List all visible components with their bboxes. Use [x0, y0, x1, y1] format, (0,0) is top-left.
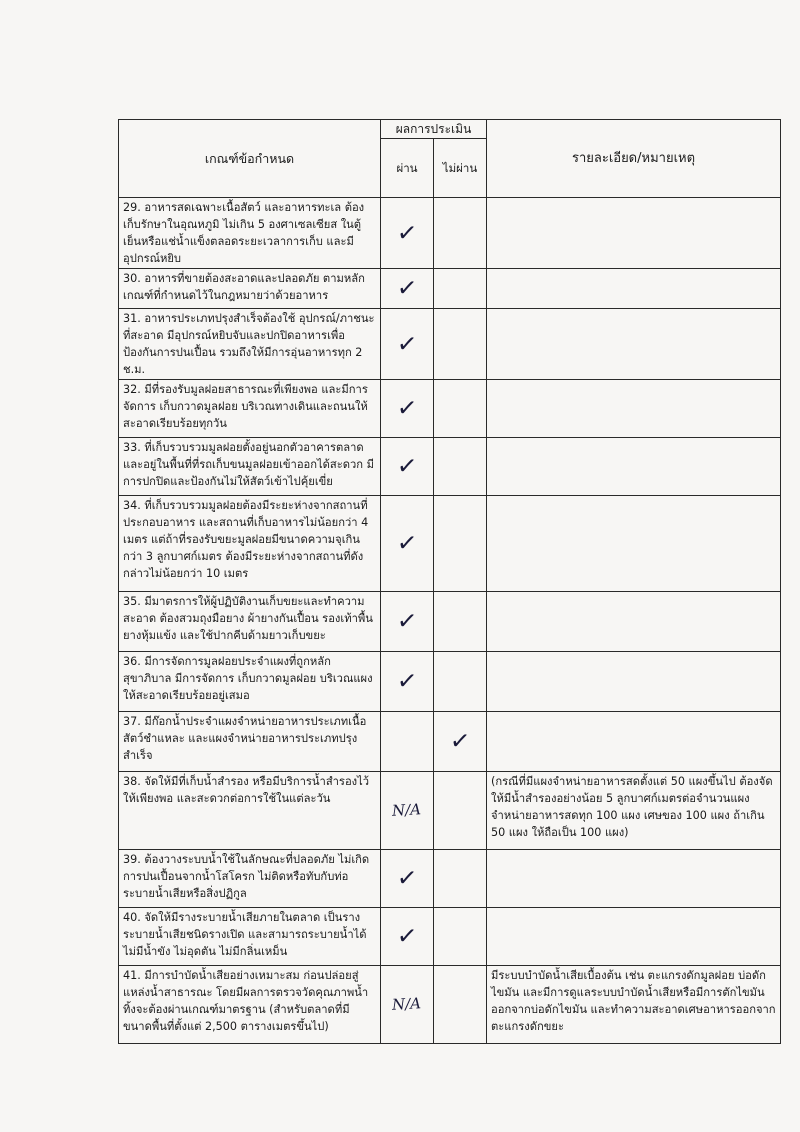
fail-cell: [434, 496, 487, 592]
details-cell: [487, 309, 781, 380]
table-row: [119, 592, 781, 652]
pass-cell: [381, 496, 434, 592]
pass-checkmark: ✓: [395, 606, 419, 636]
criteria-cell: 40. จัดให้มีรางระบายน้ำเสียภายในตลาด เป็นรางระบายน้ำเสียชนิดรางเปิด และสามารถระบายน้ำได้ไม่มีน้ำขัง ไม่อุดตัน ไม่มีกลิ่นเหม็น: [119, 908, 381, 966]
criteria-cell: 31. อาหารประเภทปรุงสำเร็จต้องใช้ อุปกรณ์/ภาชนะที่สะอาด มีอุปกรณ์หยิบจับและปกปิดอาหารเพื่อป้องกันการปนเปื้อน รวมถึงให้มีการอุ่นอาหารทุก 2 ช.ม.: [119, 309, 381, 380]
fail-cell: [434, 652, 487, 712]
pass-cell: [381, 908, 434, 966]
details-cell: [487, 850, 781, 908]
pass-cell: [381, 712, 434, 772]
header-fail: ไม่ผ่าน: [434, 139, 487, 198]
pass-cell: [381, 592, 434, 652]
pass-cell: [381, 850, 434, 908]
table-row: [119, 380, 781, 438]
criteria-cell: 35. มีมาตรการให้ผู้ปฏิบัติงานเก็บขยะและทำความสะอาด ต้องสวมถุงมือยาง ผ้ายางกันเปื้อน รองเท้าพื้นยางหุ้มแข้ง และใช้ปากคีบด้ามยาวเก็บขยะ: [119, 592, 381, 652]
pass-checkmark: ✓: [395, 451, 419, 481]
criteria-cell: 41. มีการบำบัดน้ำเสียอย่างเหมาะสม ก่อนปล่อยสู่แหล่งน้ำสาธารณะ โดยมีผลการตรวจวัดคุณภาพน้ำทิ้งจะต้องผ่านเกณฑ์มาตรฐาน (สำหรับตลาดที่มีขนาดพื้นที่ตั้งแต่ 2,500 ตารางเมตรขึ้นไป): [119, 966, 381, 1044]
pass-cell: [381, 652, 434, 712]
pass-checkmark: ✓: [395, 393, 419, 423]
pass-cell: [381, 772, 434, 850]
criteria-cell: 34. ที่เก็บรวบรวมมูลฝอยต้องมีระยะห่างจากสถานที่ประกอบอาหาร และสถานที่เก็บอาหารไม่น้อยกว่า 4 เมตร แต่ถ้าที่รองรับขยะมูลฝอยมีขนาดความจุเกินกว่า 3 ลูกบาศก์เมตร ต้องมีระยะห่างจากสถานที่ดังกล่าวไม่น้อยกว่า 10 เมตร: [119, 496, 381, 592]
criteria-cell: 36. มีการจัดการมูลฝอยประจำแผงที่ถูกหลักสุขาภิบาล มีการจัดการ เก็บกวาดมูลฝอย บริเวณแผง ให้สะอาดเรียบร้อยอยู่เสมอ: [119, 652, 381, 712]
pass-checkmark: ✓: [395, 666, 419, 696]
fail-checkmark: ✓: [448, 726, 472, 756]
pass-cell: [381, 438, 434, 496]
fail-cell: [434, 438, 487, 496]
details-cell: (กรณีที่มีแผงจำหน่ายอาหารสดตั้งแต่ 50 แผงขึ้นไป ต้องจัดให้มีน้ำสำรองอย่างน้อย 5 ลูกบาศก์เมตรต่อจำนวนแผงจำหน่ายอาหารสดทุก 100 แผง เศษของ 100 แผง ถ้าเกิน 50 แผง ให้ถือเป็น 100 แผง): [487, 772, 781, 850]
table-row: [119, 269, 781, 309]
fail-cell: [434, 198, 487, 269]
details-cell: [487, 652, 781, 712]
pass-checkmark: ✓: [395, 217, 419, 248]
table-row: [119, 772, 781, 850]
criteria-cell: 30. อาหารที่ขายต้องสะอาดและปลอดภัย ตามหลักเกณฑ์ที่กำหนดไว้ในกฎหมายว่าด้วยอาหาร: [119, 269, 381, 309]
header-details: รายละเอียด/หมายเหตุ: [487, 120, 781, 198]
pass-cell: [381, 380, 434, 438]
table-row: [119, 438, 781, 496]
fail-cell: [434, 850, 487, 908]
fail-cell: [434, 380, 487, 438]
criteria-cell: 38. จัดให้มีที่เก็บน้ำสำรอง หรือมีบริการน้ำสำรองไว้ให้เพียงพอ และสะดวกต่อการใช้ในแต่ละวัน: [119, 772, 381, 850]
assessment-table: [118, 119, 781, 1044]
pass-cell: [381, 309, 434, 380]
pass-na-mark: N/A: [392, 993, 422, 1014]
criteria-cell: 37. มีก๊อกน้ำประจำแผงจำหน่ายอาหารประเภทเนื้อสัตว์ชำแหละ และแผงจำหน่ายอาหารประเภทปรุงสำเร็จ: [119, 712, 381, 772]
table-row: [119, 712, 781, 772]
criteria-cell: 39. ต้องวางระบบน้ำใช้ในลักษณะที่ปลอดภัย ไม่เกิดการปนเปื้อนจากน้ำโสโครก ไม่ติดหรือทับกับท่อระบายน้ำเสียหรือสิ่งปฏิกูล: [119, 850, 381, 908]
pass-cell: [381, 966, 434, 1044]
table-row: [119, 652, 781, 712]
table-row: [119, 850, 781, 908]
details-cell: [487, 908, 781, 966]
fail-cell: [434, 269, 487, 309]
fail-cell: [434, 592, 487, 652]
fail-cell: [434, 908, 487, 966]
pass-checkmark: ✓: [395, 863, 419, 893]
fail-cell: [434, 309, 487, 380]
details-cell: [487, 712, 781, 772]
pass-cell: [381, 198, 434, 269]
table-row: [119, 966, 781, 1044]
details-cell: [487, 380, 781, 438]
table-row: [119, 309, 781, 380]
pass-checkmark: ✓: [395, 328, 419, 359]
pass-na-mark: N/A: [392, 799, 422, 820]
pass-checkmark: ✓: [395, 921, 419, 951]
table-row: [119, 198, 781, 269]
criteria-cell: 29. อาหารสดเฉพาะเนื้อสัตว์ และอาหารทะเล ต้องเก็บรักษาในอุณหภูมิ ไม่เกิน 5 องศาเซลเซียส ในตู้เย็นหรือแช่น้ำแข็งตลอดระยะเวลาการเก็บ และมีอุปกรณ์หยิบ: [119, 198, 381, 269]
details-cell: [487, 496, 781, 592]
criteria-cell: 32. มีที่รองรับมูลฝอยสาธารณะที่เพียงพอ และมีการจัดการ เก็บกวาดมูลฝอย บริเวณทางเดินและถนนให้สะอาดเรียบร้อยทุกวัน: [119, 380, 381, 438]
details-cell: [487, 198, 781, 269]
table-row: [119, 908, 781, 966]
details-cell: [487, 269, 781, 309]
details-cell: [487, 592, 781, 652]
criteria-cell: 33. ที่เก็บรวบรวมมูลฝอยตั้งอยู่นอกตัวอาคารตลาดและอยู่ในพื้นที่ที่รถเก็บขนมูลฝอยเข้าออกได้สะดวก มีการปกปิดและป้องกันไม่ให้สัตว์เข้าไปคุ้ยเขี่ย: [119, 438, 381, 496]
pass-cell: [381, 269, 434, 309]
details-cell: มีระบบบำบัดน้ำเสียเบื้องต้น เช่น ตะแกรงดักมูลฝอย บ่อดักไขมัน และมีการดูแลระบบบำบัดน้ำเสียหรือมีการตักไขมันออกจากบ่อดักไขมัน และทำความสะอาดเศษอาหารออกจากตะแกรงดักขยะ: [487, 966, 781, 1044]
header-result-group: ผลการประเมิน: [381, 120, 487, 139]
fail-cell: [434, 712, 487, 772]
header-criteria: เกณฑ์ข้อกำหนด: [119, 120, 381, 198]
fail-cell: [434, 966, 487, 1044]
pass-checkmark: ✓: [395, 273, 419, 303]
table-row: [119, 496, 781, 592]
header-pass: ผ่าน: [381, 139, 434, 198]
pass-checkmark: ✓: [395, 528, 419, 558]
details-cell: [487, 438, 781, 496]
fail-cell: [434, 772, 487, 850]
